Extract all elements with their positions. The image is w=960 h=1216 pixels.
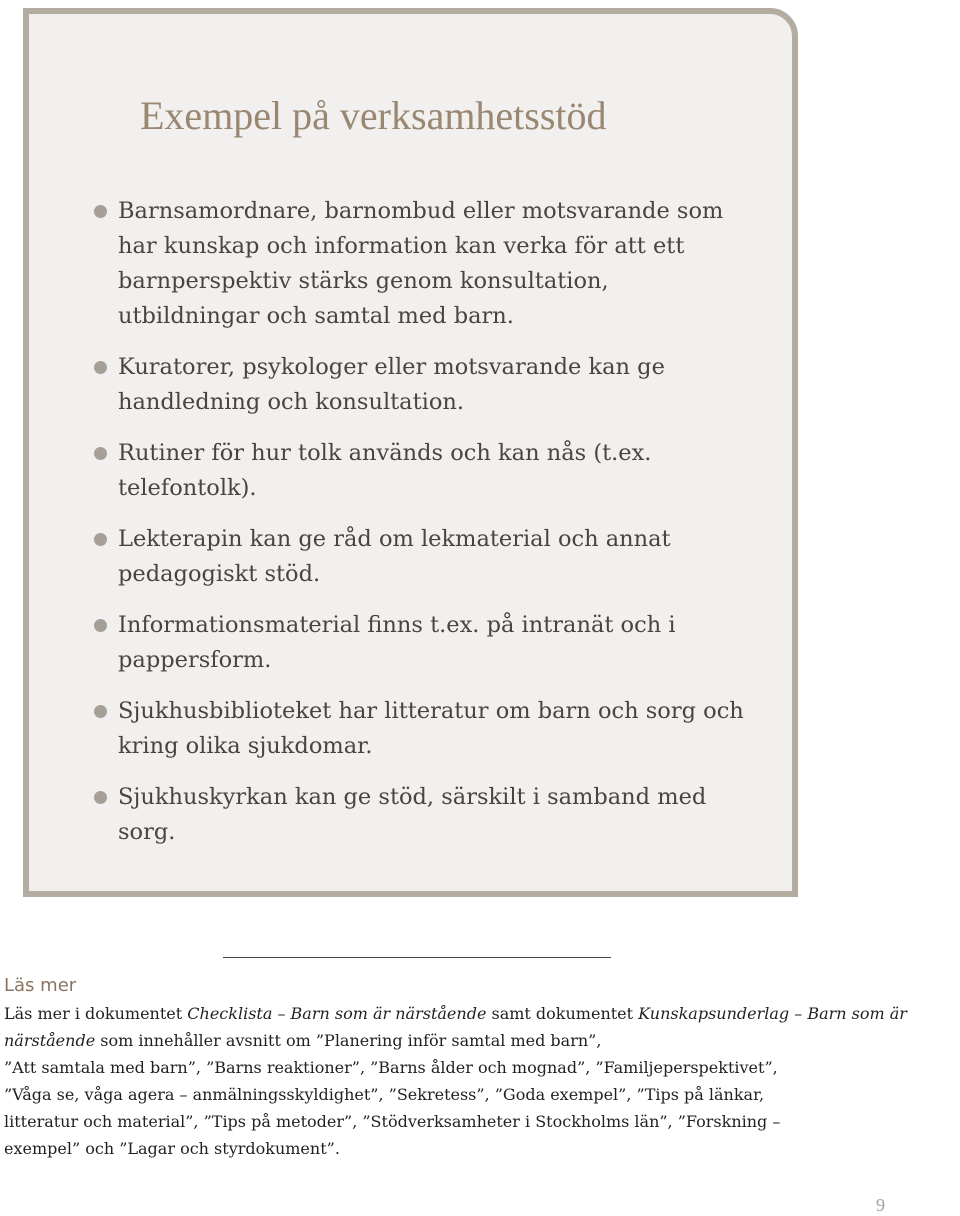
readmore-line: litteratur och material”, ”Tips på metoder”, ”Stödverksamheter i Stockholms län”, ”Forskning –	[4, 1112, 781, 1131]
divider	[223, 957, 611, 958]
bullet-dot-icon	[94, 791, 107, 804]
bullet-dot-icon	[94, 205, 107, 218]
list-item	[94, 436, 744, 506]
list-item	[94, 780, 744, 850]
list-item	[94, 522, 744, 592]
bullet-dot-icon	[94, 533, 107, 546]
page-number: 9	[876, 1195, 885, 1215]
readmore-line	[4, 1000, 960, 1027]
document-title-checklista: Checklista – Barn som är närstående	[187, 1004, 487, 1023]
list-item-text: Lekterapin kan ge råd om lekmaterial och annat pedagogiskt stöd.	[118, 526, 671, 587]
readmore-text-segment: som innehåller avsnitt om ”Planering inför samtal med barn”,	[95, 1031, 602, 1050]
list-item	[94, 194, 744, 334]
bullet-dot-icon	[94, 447, 107, 460]
list-item	[94, 694, 744, 764]
bullet-dot-icon	[94, 361, 107, 374]
bullet-dot-icon	[94, 705, 107, 718]
readmore-line: ”Våga se, våga agera – anmälningsskyldighet”, ”Sekretess”, ”Goda exempel”, ”Tips på länkar,	[4, 1085, 765, 1104]
list-item-text: Barnsamordnare, barnombud eller motsvarande som har kunskap och information kan verka för att ett barnperspektiv stärks genom konsultation, utbildningar och samtal med barn.	[118, 198, 724, 329]
readmore-text-segment: samt dokumentet	[486, 1004, 639, 1023]
readmore-line	[4, 1027, 960, 1054]
list-item-text: Informationsmaterial finns t.ex. på intranät och i pappersform.	[118, 612, 676, 673]
box-title: Exempel på verksamhetsstöd	[140, 93, 607, 138]
readmore-text-segment: Läs mer i dokumentet	[4, 1004, 188, 1023]
list-item-text: Sjukhuskyrkan kan ge stöd, särskilt i samband med sorg.	[118, 784, 707, 845]
list-item	[94, 350, 744, 420]
list-item	[94, 608, 744, 678]
list-item-text: Kuratorer, psykologer eller motsvarande kan ge handledning och konsultation.	[118, 354, 665, 415]
readmore-text	[4, 1000, 960, 1162]
readmore-heading: Läs mer	[4, 975, 77, 996]
readmore-line: exempel” och ”Lagar och styrdokument”.	[4, 1139, 340, 1158]
document-title-kunskapsunderlag-cont: närstående	[4, 1031, 96, 1050]
list-item-text: Rutiner för hur tolk används och kan nås (t.ex. telefontolk).	[118, 440, 652, 501]
document-title-kunskapsunderlag: Kunskapsunderlag – Barn som är	[638, 1004, 907, 1023]
list-item-text: Sjukhusbiblioteket har litteratur om barn och sorg och kring olika sjukdomar.	[118, 698, 744, 759]
bullet-list	[94, 194, 744, 866]
bullet-dot-icon	[94, 619, 107, 632]
readmore-line: ”Att samtala med barn”, ”Barns reaktioner”, ”Barns ålder och mognad”, ”Familjeperspektivet”,	[4, 1058, 778, 1077]
